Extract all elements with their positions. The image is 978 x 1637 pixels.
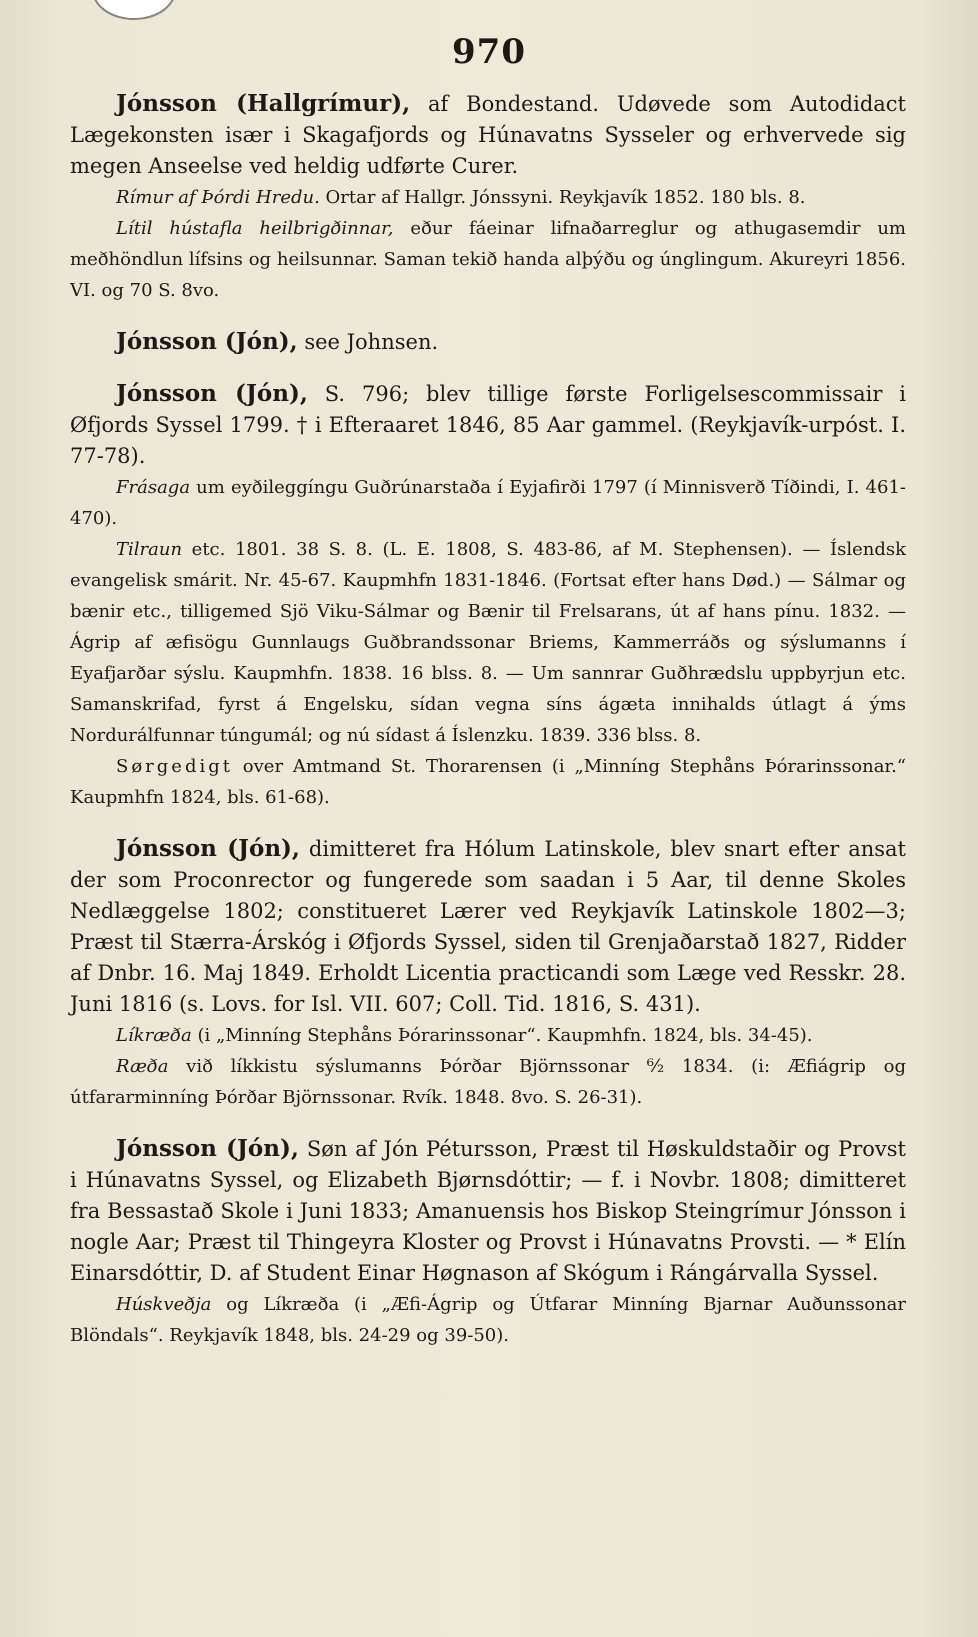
work-title: Ræða: [116, 1056, 169, 1077]
entry-head: Jónsson (Hallgrímur),: [116, 90, 411, 117]
work-item: [70, 534, 906, 751]
work-title: Rímur af Þórdi Hredu.: [116, 187, 320, 208]
entry-paragraph: [70, 833, 906, 1020]
entry-text: see Johnsen.: [297, 330, 439, 354]
entry-head: Jónsson (Jón),: [116, 835, 300, 862]
work-details: Ortar af Hallgr. Jónssyni. Reykjavík 1852. 180 bls. 8.: [319, 187, 806, 208]
work-details: um eyðileggíngu Guðrúnarstaða í Eyjafirði 1797 (í Minnisverð Tíðindi, I. 461-470).: [70, 477, 906, 529]
work-details: við líkkistu sýslumanns Þórðar Björnssonar ⁶⁄₂ 1834. (i: Æfiágrip og útfararminníng Þórðar Björnssonar. Rvík. 1848. 8vo. S. 26-31).: [70, 1056, 906, 1108]
work-title: Sørgedigt: [116, 756, 233, 777]
entry-jon-see: [70, 326, 906, 358]
work-title: Tilraun: [116, 539, 183, 560]
work-item: [70, 751, 906, 813]
entry-text: S. 796; blev tillige første Forligelsescommissair i Øfjords Syssel 1799. † i Efteraaret 1846, 85 Aar gammel. (Reykjavík-urpóst. I. 77-78).: [70, 382, 906, 468]
entry-hallgrimur: [70, 88, 906, 306]
entry-paragraph: [70, 326, 906, 358]
work-details: over Amtmand St. Thorarensen (i „Minníng Stephåns Þórarinssonar.“ Kaupmhfn 1824, bls. 61-68).: [70, 756, 906, 808]
work-item: [70, 1051, 906, 1113]
work-title: Lítil hústafla heilbrigðinnar,: [116, 218, 394, 239]
entry-head: Jónsson (Jón),: [116, 380, 308, 407]
page-corner-mark: [92, 0, 176, 20]
page-number: 970: [452, 32, 526, 72]
work-item: [70, 472, 906, 534]
entry-text: af Bondestand. Udøvede som Autodidact Lægekonsten især i Skagafjords og Húnavatns Sysseler og erhvervede sig megen Anseelse ved heldig udførte Curer.: [70, 92, 906, 178]
entry-paragraph: [70, 1133, 906, 1289]
entry-paragraph: [70, 88, 906, 182]
work-details: (i „Minníng Stephåns Þórarinssonar“. Kaupmhfn. 1824, bls. 34-45).: [191, 1025, 813, 1046]
work-item: [70, 182, 906, 213]
work-item: [70, 213, 906, 306]
work-title: Líkræða: [116, 1025, 192, 1046]
entry-text: dimitteret fra Hólum Latinskole, blev snart efter ansat der som Proconrector og fungerede som saadan i 5 Aar, til denne Skoles Nedlæggelse 1802; constitueret Lærer ved Reykjavík Latinskole 1802—3; Præst til Stærra-Árskóg i Øfjords Syssel, siden til Grenjaðarstað 1827, Ridder af Dnbr. 16. Maj 1849. Erholdt Licentia practicandi som Læge ved Resskr. 28. Juni 1816 (s. Lovs. for Isl. VII. 607; Coll. Tid. 1816, S. 431).: [70, 837, 907, 1016]
entry-jon-holum: [70, 833, 906, 1113]
work-title: Frásaga: [116, 477, 191, 498]
work-item: [70, 1289, 906, 1351]
work-details: og Líkræða (i „Æfi-Ágrip og Útfarar Minníng Bjarnar Auðunssonar Blöndals“. Reykjavík 1848, bls. 24-29 og 39-50).: [70, 1294, 906, 1346]
entry-text: Søn af Jón Pétursson, Præst til Høskuldstaðir og Provst i Húnavatns Syssel, og Elizabeth Bjørnsdóttir; — f. i Novbr. 1808; dimitteret fra Bessastað Skole i Juni 1833; Amanuensis hos Biskop Steingrímur Jónsson i nogle Aar; Præst til Thingeyra Kloster og Provst i Húnavatns Provsti. — * Elín Einarsdóttir, D. af Student Einar Høgnason af Skógum i Rángárvalla Syssel.: [70, 1137, 906, 1285]
page-body: [70, 88, 906, 1351]
work-item: [70, 1020, 906, 1051]
work-title: Húskveðja: [116, 1294, 212, 1315]
entry-jon-petursson: [70, 1133, 906, 1351]
work-details: eður fáeinar lifnaðarreglur og athugasemdir um meðhöndlun lífsins og heilsunnar. Saman tekið handa alþýðu og únglingum. Akureyri 1856. VI. og 70 S. 8vo.: [70, 218, 906, 301]
entry-head: Jónsson (Jón),: [116, 1135, 299, 1162]
entry-head: Jónsson (Jón),: [116, 328, 298, 355]
entry-paragraph: [70, 378, 906, 472]
work-details: etc. 1801. 38 S. 8. (L. E. 1808, S. 483-86, af M. Stephensen). — Íslendsk evangelisk smárit. Nr. 45-67. Kaupmhfn 1831-1846. (Fortsat efter hans Død.) — Sálmar og bænir etc., tilligemed Sjö Viku-Sálmar og Bænir til Frelsarans, út af hans pínu. 1832. — Ágrip af æfisögu Gunnlaugs Guðbrandssonar Briems, Kammerráðs og sýslumanns í Eyafjarðar sýslu. Kaupmhfn. 1838. 16 blss. 8. — Um sannrar Guðhrædslu uppbyrjun etc. Samanskrifad, fyrst á Engelsku, sídan vegna síns ágæta innihalds útlagt á ýms Nordurálfunnar túngumál; og nú sídast á Íslenzku. 1839. 336 blss. 8.: [70, 539, 906, 746]
entry-jon-796: [70, 378, 906, 813]
